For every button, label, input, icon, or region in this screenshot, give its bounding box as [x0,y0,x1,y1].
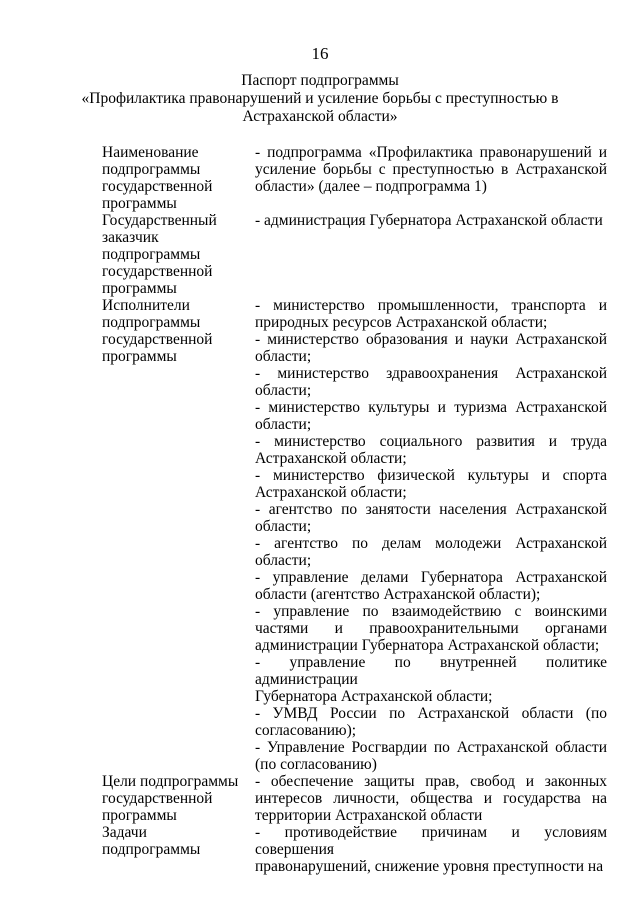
row-value [255,144,607,195]
value-item [255,433,607,467]
value-item [255,399,607,433]
value-line: области» (далее – подпрограмма 1) [255,178,487,195]
row-label-line: подпрограммы [102,314,201,331]
value-line: - агентство по занятости населения Астраханской [255,501,607,518]
row-label-line: государственной [102,263,213,280]
value-item [255,739,607,773]
row-label-line: программы [102,807,177,824]
value-line: согласованию); [255,722,357,739]
row-label [102,212,254,297]
value-line: области; [255,348,312,365]
value-item [255,535,607,569]
value-line: (по согласованию) [255,756,377,773]
value-item [255,501,607,535]
value-item [255,569,607,603]
row-label-line: государственной [102,331,213,348]
row-value [255,773,607,824]
value-line: области; [255,552,312,569]
value-item [255,297,607,331]
row-label-line: подпрограммы [102,841,201,858]
value-line: Астраханской области; [255,484,407,501]
page-number: 16 [311,44,329,63]
value-line: - министерство образования и науки Астраханской [255,331,607,348]
row-label [102,144,254,212]
row-label [102,824,254,858]
value-line: - администрация Губернатора Астраханской области [255,212,603,229]
passport-row [102,212,607,297]
value-item [255,212,607,229]
row-label-line: Государственный [102,212,217,229]
value-line: - управление по внутренней политике администрации [255,654,607,688]
value-line: частями и правоохранительными органами [255,620,607,637]
row-value [255,212,607,229]
value-line: усиление борьбы с преступностью в Астраханской [255,161,607,178]
row-label-line: государственной [102,178,213,195]
row-label-line: подпрограммы [102,161,201,178]
value-line: - министерство культуры и туризма Астраханской [255,399,607,416]
value-item [255,331,607,365]
value-item [255,773,607,824]
row-label-line: Исполнители [102,297,190,314]
value-line: - Управление Росгвардии по Астраханской области [255,739,607,756]
row-label [102,297,254,365]
value-item [255,467,607,501]
row-label-line: подпрограммы [102,246,201,263]
value-line: - министерство физической культуры и спорта [255,467,607,484]
row-label-line: программы [102,195,177,212]
row-label-line: программы [102,280,177,297]
value-line: территории Астраханской области [255,807,483,824]
passport-row [102,773,607,824]
value-line: - министерство здравоохранения Астраханской [255,365,607,382]
value-line: Астраханской области; [255,450,407,467]
value-line: - агентство по делам молодежи Астраханской [255,535,607,552]
value-item [255,705,607,739]
row-label-line: программы [102,348,177,365]
value-line: - управление по взаимодействию с воинскими [255,603,607,620]
row-label-line: заказчик [102,229,159,246]
row-label-line: государственной [102,790,213,807]
title-line-2: «Профилактика правонарушений и усиление борьбы с преступностью в [81,90,559,107]
value-line: - УМВД России по Астраханской области (по [255,705,607,722]
value-item [255,824,607,875]
value-line: Губернатора Астраханской области; [255,688,493,705]
value-line: интересов личности, общества и государства на [255,790,607,807]
value-item [255,654,607,705]
value-line: правонарушений, снижение уровня преступности на [255,858,604,875]
row-value [255,824,607,875]
value-line: области; [255,382,312,399]
value-line: - обеспечение защиты прав, свобод и законных [255,773,607,790]
row-label-line: Задачи [102,824,147,841]
title-line-1: Паспорт подпрограммы [241,72,399,89]
title-line-3: Астраханской области» [242,108,398,125]
row-value [255,297,607,773]
value-item [255,365,607,399]
row-label [102,773,254,824]
value-line: - министерство социального развития и труда [255,433,607,450]
document-title [40,72,600,126]
value-item [255,144,607,195]
passport-row [102,297,607,773]
value-line: администрации Губернатора Астраханской области; [255,637,600,654]
row-label-line: Наименование [102,144,199,161]
value-line: области (агентство Астраханской области); [255,586,541,603]
value-line: - управление делами Губернатора Астраханской [255,569,607,586]
value-line: области; [255,416,312,433]
value-line: - министерство промышленности, транспорта и [255,297,607,314]
value-line: природных ресурсов Астраханской области; [255,314,548,331]
value-item [255,603,607,654]
row-label-line: Цели подпрограммы [102,773,239,790]
value-line: - противодействие причинам и условиям совершения [255,824,607,858]
value-line: области; [255,518,312,535]
value-line: - подпрограмма «Профилактика правонарушений и [255,144,607,161]
passport-row [102,144,607,212]
passport-table [102,144,607,875]
passport-row [102,824,607,875]
